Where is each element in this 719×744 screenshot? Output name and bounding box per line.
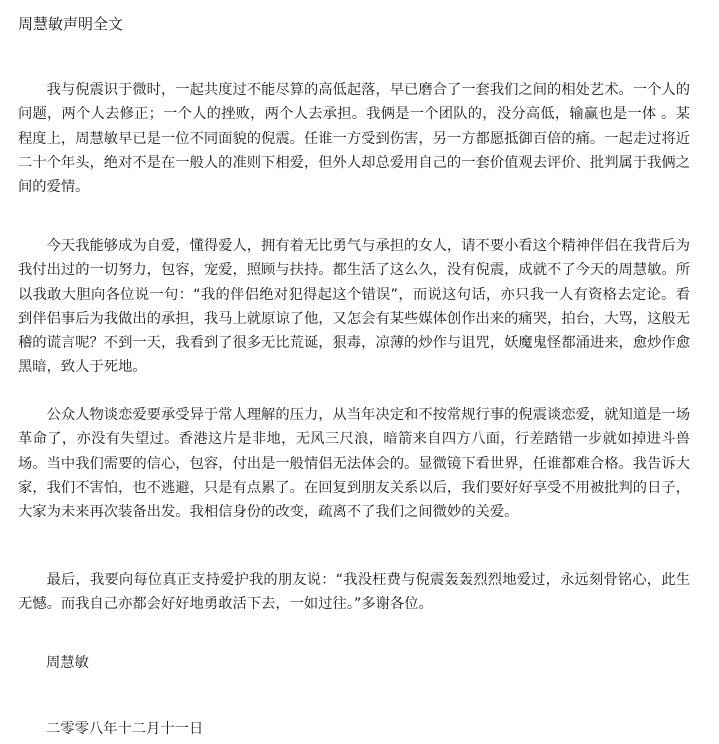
paragraph-3: 公众人物谈恋爱要承受异于常人理解的压力，从当年决定和不按常规行事的倪震谈恋爱，就知道是一场革命了，亦没有失望过。香港这片是非地，无风三尺浪，暗箭来自四方八面，行差踏错一步就如掉进斗兽场。当中我们需要的信心，包容，付出是一般情侣无法体会的。显微镜下看世界，任谁都难合格。我告诉大家，我们不害怕，也不逃避，只是有点累了。在回复到朋友关系以后，我们要好好享受不用被批判的日子，大家为未来再次装备出发。我相信身份的改变，疏离不了我们之间微妙的关爱。 — [18, 407, 690, 521]
document-title: 周慧敏声明全文 — [18, 15, 124, 33]
paragraph-1: 我与倪震识于微时，一起共度过不能尽算的高低起落，早已磨合了一套我们之间的相处艺术。一个人的问题，两个人去修正；一个人的挫败，两个人去承担。我俩是一个团队的，没分高低，输赢也是一体 。某程度上，周慧敏早已是一位不同面貌的倪震。任谁一方受到伤害，另一方都愿抵御百倍的痛。一起走过将近二十个年头，绝对不是在一般人的准则下相爱，但外人却总爱用自己的一套价值观去评价、批判属于我俩之间的爱情。 — [18, 82, 690, 196]
paragraph-4: 最后，我要向每位真正支持爱护我的朋友说：“我没枉费与倪震轰轰烈烈地爱过，永远刻骨铭心，此生无憾。而我自己亦都会好好地勇敢活下去，一如过往。”多谢各位。 — [18, 572, 690, 613]
signature: 周慧敏 — [46, 655, 89, 671]
paragraph-2: 今天我能够成为自爱，懂得爱人，拥有着无比勇气与承担的女人，请不要小看这个精神伴侣在我背后为我付出过的一切努力，包容，宠爱，照顾与扶持。都生活了这么久，没有倪震，成就不了今天的周慧敏。所以我敢大胆向各位说一句：“我的伴侣绝对犯得起这个错误”，而说这句话，亦只我一人有资格去定论。看到伴侣事后为我做出的承担，我马上就原谅了他，又怎会有某些媒体创作出来的痛哭，拍台，大骂，这般无稽的谎言呢？不到一天，我看到了很多无比荒诞，狠毒，凉薄的炒作与诅咒，妖魔鬼怪都涌进来，愈炒作愈黑暗，致人于死地。 — [18, 238, 690, 376]
document-date: 二零零八年十二月十一日 — [46, 721, 204, 737]
